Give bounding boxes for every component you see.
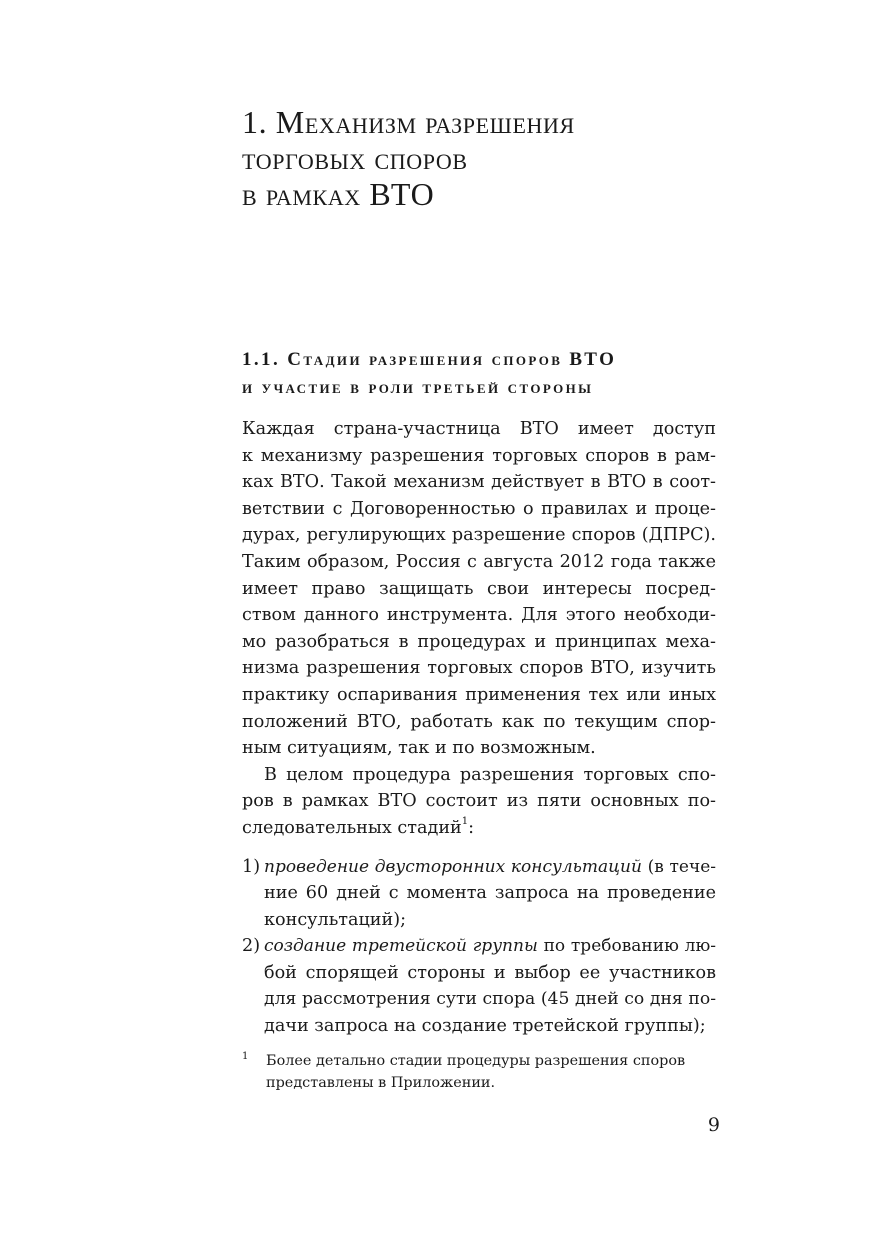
list-item-number: 2) <box>242 936 261 957</box>
list-item <box>242 933 716 1039</box>
page-number: 9 <box>707 1114 720 1136</box>
text-line: практику оспаривания применения тех или иных <box>242 684 716 705</box>
text-line: ках ВТО. Такой механизм действует в ВТО в соот- <box>242 472 716 493</box>
list-item <box>242 854 716 934</box>
list-item-number: 1) <box>242 856 261 877</box>
chapter-title <box>242 104 762 212</box>
text-line: ние 60 дней с момента запроса на проведение <box>264 883 716 904</box>
text-line-with-footnote <box>242 815 716 842</box>
footnote-line: представлены в Приложении. <box>266 1075 496 1091</box>
text-line: дурах, регулирующих разрешение споров (ДПРС). <box>242 525 716 546</box>
list-item-rest: (в тече- <box>641 856 716 877</box>
text-line: следовательных стадий <box>242 817 462 838</box>
text-line: Каждая страна-участница ВТО имеет доступ <box>242 419 716 439</box>
footnote <box>242 1050 716 1094</box>
footnote-mark: 1 <box>242 1051 249 1062</box>
text-line: мо разобраться в процедурах и принципах меха- <box>242 631 716 652</box>
footnote-reference[interactable]: 1 <box>461 815 469 827</box>
footnote-text <box>242 1050 716 1094</box>
section-title-line: 1.1. Стадии разрешения споров ВТО <box>242 349 617 370</box>
text-line: ством данного инструмента. Для этого необходи- <box>242 605 716 626</box>
list-item-first-line <box>264 854 716 881</box>
text-line: ным ситуациям, так и по возможным. <box>242 738 596 759</box>
text-line: к механизму разрешения торговых споров в рам- <box>242 445 716 466</box>
section-title <box>242 346 722 402</box>
footnote-line: Более детально стадии процедуры разрешения споров <box>266 1053 686 1069</box>
text-line: дачи запроса на создание третейской группы); <box>264 1016 706 1037</box>
list-item-rest: по требованию лю- <box>537 936 716 957</box>
list-item-italic: создание третейской группы <box>264 936 538 957</box>
text-line: ветствии с Договоренностью о правилах и проце- <box>242 498 716 519</box>
section-title-line: и участие в роли третьей стороны <box>242 377 594 398</box>
paragraph-2 <box>242 762 716 842</box>
text-line: положений ВТО, работать как по текущим спор- <box>242 711 716 732</box>
text-line: низма разрешения торговых споров ВТО, изучить <box>242 658 716 679</box>
list-item-italic: проведение двусторонних консультаций <box>264 856 642 877</box>
text-line: для рассмотрения сути спора (45 дней со дня по- <box>264 989 716 1010</box>
chapter-title-line: 1. Механизм разрешения <box>242 104 575 140</box>
stages-list <box>242 854 716 1040</box>
text-line: Таким образом, Россия с августа 2012 года также <box>242 551 716 572</box>
list-item-first-line <box>264 933 716 960</box>
text-line: В целом процедура разрешения торговых спо- <box>264 764 716 785</box>
text-line: бой спорящей стороны и выбор ее участников <box>264 962 716 983</box>
text-line: имеет право защищать свои интересы посред- <box>242 578 716 599</box>
chapter-title-line: торговых споров <box>242 140 468 176</box>
paragraph-1 <box>242 416 716 762</box>
body-text <box>242 416 716 1040</box>
chapter-title-line: в рамках ВТО <box>242 176 435 212</box>
text-line: ров в рамках ВТО состоит из пяти основных по- <box>242 791 716 812</box>
text-line: консультаций); <box>264 909 407 930</box>
text-tail: : <box>468 817 475 838</box>
